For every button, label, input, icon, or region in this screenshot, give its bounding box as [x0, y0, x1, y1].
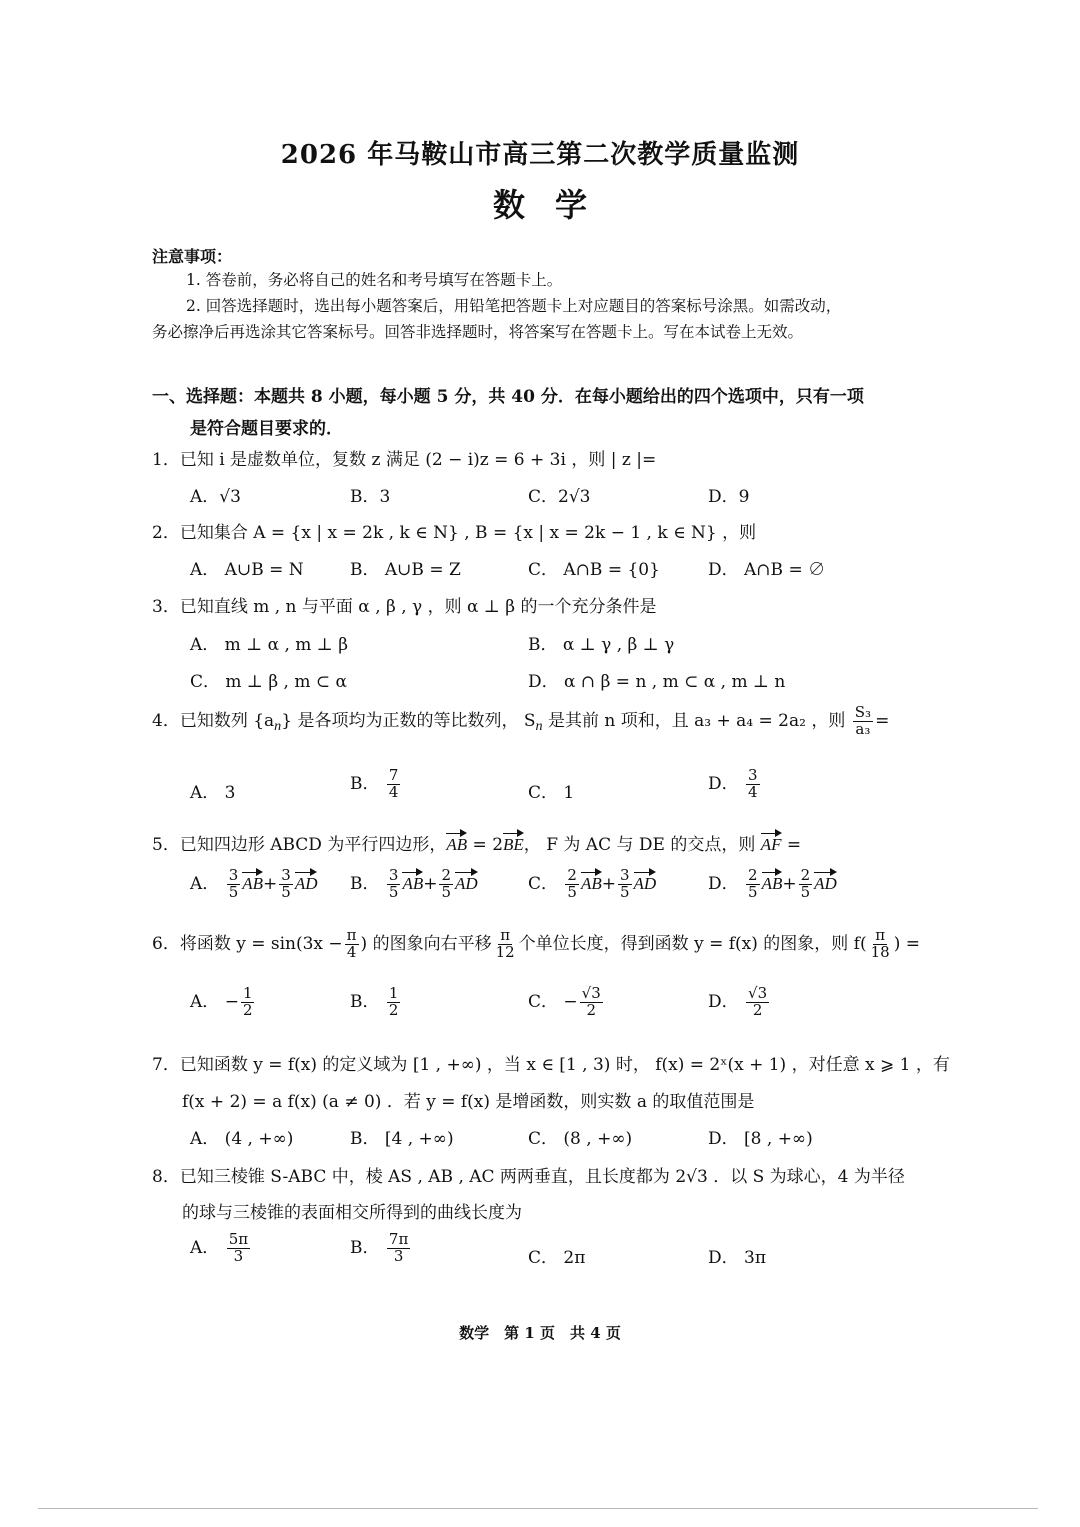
section-heading-line-2: 是符合题目要求的． — [190, 419, 343, 439]
question-7-option-b: B． [4 , +∞) — [350, 1129, 454, 1149]
question-6-option-c: C． − $\frac{√3}{2}$ — [528, 984, 601, 1019]
question-1-option-d: D．9 — [708, 487, 750, 507]
question-7-option-c: C． (8 , +∞) — [528, 1129, 633, 1149]
question-7-option-d: D． [8 , +∞) — [708, 1129, 813, 1149]
question-4-option-d: D． $\frac{3}{4}$ — [708, 766, 758, 801]
bottom-divider — [38, 1508, 1038, 1509]
question-3-option-a: A． m ⊥ α , m ⊥ β — [190, 635, 349, 655]
question-4-option-a: A． 3 — [190, 783, 236, 803]
question-3-option-c: C． m ⊥ β , m ⊂ α — [190, 672, 348, 692]
question-2-option-b: B． A∪B = Z — [350, 560, 461, 580]
question-5-option-d: D． $\frac{2}{5}$ AB+ $\frac{2}{5}$ AD — [708, 866, 837, 901]
question-2-option-c: C． A∩B = {0} — [528, 560, 660, 580]
question-4-option-c: C． 1 — [528, 783, 575, 803]
question-3-option-d: D． α ∩ β = n , m ⊂ α , m ⊥ n — [528, 672, 786, 692]
question-8-option-d: D． 3π — [708, 1248, 767, 1268]
question-8-line-2: 的球与三棱锥的表面相交所得到的曲线长度为 — [182, 1203, 522, 1223]
question-5-stem: 5．已知四边形 ABCD 为平行四边形，AB = 2BE， F 为 AC 与 DE 的交点，则 AF = — [152, 835, 802, 855]
subject-title: 数学 — [492, 186, 617, 224]
question-1-stem: 1．已知 i 是虚数单位，复数 z 满足 (2 − i)z = 6 + 3i ，则 | z |= — [152, 450, 657, 470]
note-item-2-line-2: 务必擦净后再选涂其它答案标号。回答非选择题时，将答案写在答题卡上。写在本试卷上无效。 — [152, 323, 804, 341]
question-1-option-b: B．3 — [350, 487, 391, 507]
question-7-line-1: 7．已知函数 y = f(x) 的定义域为 [1 , +∞) ，当 x ∈ [1 , 3) 时， f(x) = 2ˣ(x + 1) ，对任意 x ⩾ 1 ，有 — [152, 1055, 950, 1075]
question-4-stem: 4．已知数列 $\{a_n\}$ 是各项均为正数的等比数列， $S_n$ 是其前 n 项和，且 a₃ + a₄ = 2a₂ ，则 $\frac{\text{S₃}}{\text{a₃}}$ = — [152, 703, 890, 738]
page-footer: 数学 第 1 页 共 4 页 — [459, 1324, 621, 1342]
question-4-fraction: $\frac{\text{S₃}}{\text{a₃}}$ — [854, 703, 872, 738]
question-8-option-a: A． $\frac{5\pi}{3}$ — [190, 1230, 249, 1265]
question-6-option-d: D． $\frac{√3}{2}$ — [708, 984, 768, 1019]
question-5-option-b: B． $\frac{3}{5}$ AB+ $\frac{2}{5}$ AD — [350, 866, 478, 901]
question-6-option-a: A． − $\frac{1}{2}$ — [190, 984, 253, 1019]
note-item-1: 1. 答卷前，务必将自己的姓名和考号填写在答题卡上。 — [186, 271, 563, 289]
notes-heading: 注意事项： — [152, 247, 233, 266]
question-2-stem: 2．已知集合 A = {x | x = 2k , k ∈ N} , B = {x | x = 2k − 1 , k ∈ N} ，则 — [152, 523, 757, 543]
exam-title: 2026 年马鞍山市高三第二次教学质量监测 — [280, 140, 800, 170]
section-heading-line-1: 一、选择题：本题共 8 小题，每小题 5 分，共 40 分．在每小题给出的四个选项中，只有一项 — [152, 387, 864, 407]
question-7-line-2: f(x + 2) = a f(x) (a ≠ 0) ．若 y = f(x) 是增函数，则实数 a 的取值范围是 — [182, 1092, 755, 1112]
question-8-option-b: B． $\frac{7\pi}{3}$ — [350, 1230, 409, 1265]
question-6-stem: 6．将函数 y = sin(3x − $\frac{\pi}{4}$ ) 的图象向右平移 $\frac{\pi}{12}$ 个单位长度，得到函数 y = f(x) 的图象，则 f( $\frac{\pi}{18}$ ) = — [152, 926, 920, 961]
question-1-option-a: A．√3 — [190, 487, 241, 507]
question-5-option-a: A． $\frac{3}{5}$ AB+ $\frac{3}{5}$ AD — [190, 866, 318, 901]
question-6-option-b: B． $\frac{1}{2}$ — [350, 984, 399, 1019]
question-1-option-c: C．2√3 — [528, 487, 591, 507]
question-5-option-c: C． $\frac{2}{5}$ AB+ $\frac{3}{5}$ AD — [528, 866, 657, 901]
question-2-option-d: D． A∩B = ∅ — [708, 560, 826, 580]
question-2-option-a: A． A∪B = N — [190, 560, 304, 580]
question-8-line-1: 8．已知三棱锥 S-ABC 中，棱 AS , AB , AC 两两垂直，且长度都为 2√3 ．以 S 为球心，4 为半径 — [152, 1167, 905, 1187]
question-3-stem: 3．已知直线 m , n 与平面 α , β , γ ，则 α ⊥ β 的一个充分条件是 — [152, 597, 657, 617]
note-item-2-line-1: 2. 回答选择题时，选出每小题答案后，用铅笔把答题卡上对应题目的答案标号涂黑。如需改动， — [186, 297, 842, 315]
question-3-option-b: B． α ⊥ γ , β ⊥ γ — [528, 635, 675, 655]
question-8-option-c: C． 2π — [528, 1248, 586, 1268]
question-7-option-a: A． (4 , +∞) — [190, 1129, 294, 1149]
question-4-option-b: B． $\frac{7}{4}$ — [350, 766, 399, 801]
